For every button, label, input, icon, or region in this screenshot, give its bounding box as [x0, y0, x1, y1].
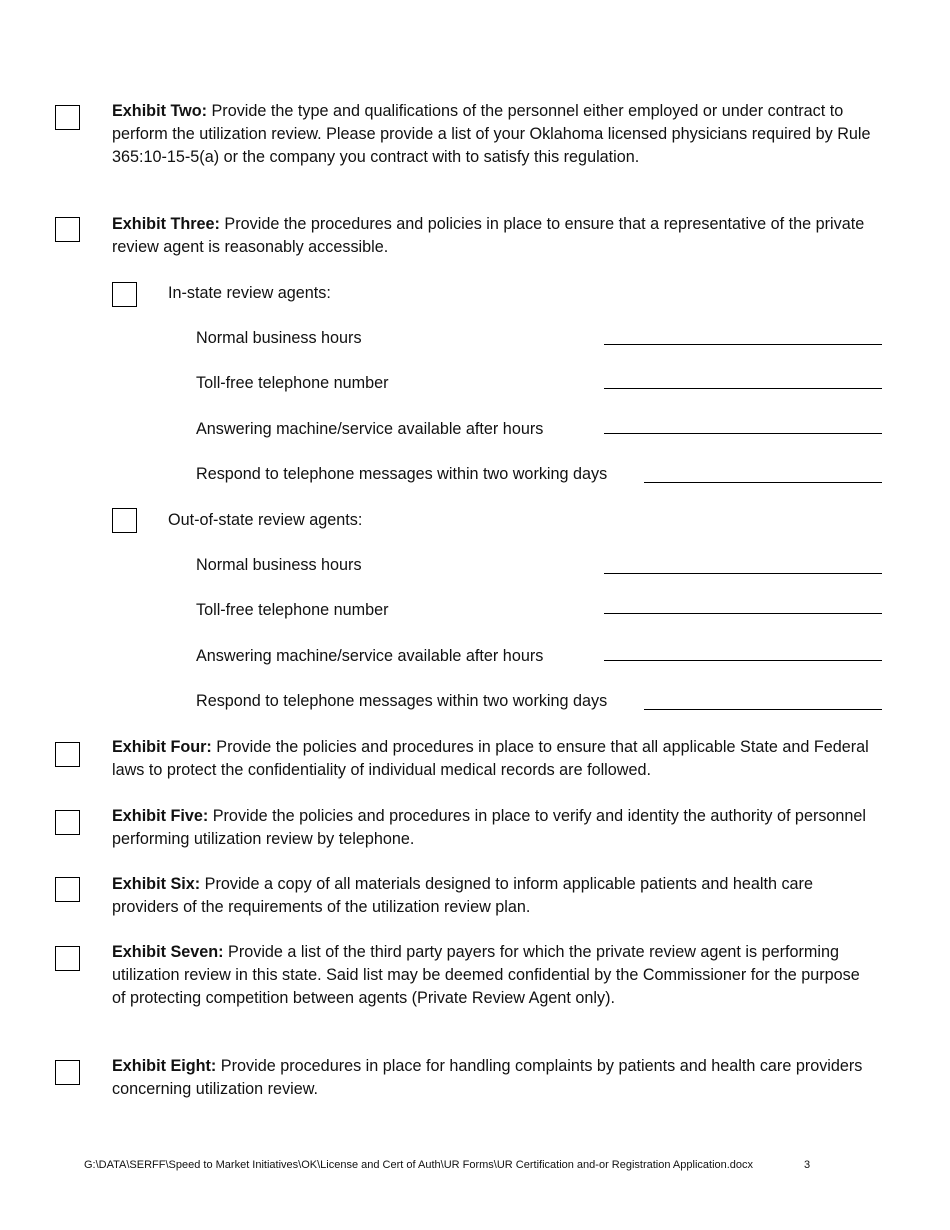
exhibit-seven-heading: Exhibit Seven:: [112, 943, 224, 961]
exhibit-three-paragraph: [112, 213, 872, 259]
out-of-state-label: Out-of-state review agents:: [168, 511, 363, 529]
footer-file-path: G:\DATA\SERFF\Speed to Market Initiatives\OK\License and Cert of Auth\UR Forms\UR Certification and-or Registration Application.docx: [84, 1159, 754, 1171]
exhibit-five-checkbox[interactable]: [55, 810, 80, 835]
out-of-state-answering-label: Answering machine/service available after hours: [196, 647, 544, 665]
exhibit-six-text: Provide a copy of all materials designed to inform applicable patients and health care providers of the requirements of the utilization review plan.: [112, 875, 813, 916]
exhibit-four-checkbox[interactable]: [55, 742, 80, 767]
in-state-answering-field[interactable]: [604, 433, 882, 434]
in-state-respond-field[interactable]: [644, 482, 882, 483]
exhibit-two-text: Provide the type and qualifications of the personnel either employed or under contract to perform the utilization review. Please provide a list of your Oklahoma licensed physicians required by Rule 365:10-15-5(a) or the company you contract with to satisfy this regulation.: [112, 102, 871, 166]
in-state-normal-hours-label: Normal business hours: [196, 329, 362, 347]
exhibit-four-heading: Exhibit Four:: [112, 738, 212, 756]
exhibit-seven-text: Provide a list of the third party payers for which the private review agent is performing utilization review in this state. Said list may be deemed confidential by the Commissioner for the purpose of protecting competition between agents (Private Review Agent only).: [112, 943, 860, 1007]
in-state-toll-free-label: Toll-free telephone number: [196, 374, 389, 392]
out-of-state-toll-free-label: Toll-free telephone number: [196, 601, 389, 619]
exhibit-five-paragraph: [112, 805, 872, 851]
exhibit-eight-checkbox[interactable]: [55, 1060, 80, 1085]
exhibit-four-paragraph: [112, 736, 872, 782]
exhibit-two-heading: Exhibit Two:: [112, 102, 208, 120]
exhibit-eight-text: Provide procedures in place for handling complaints by patients and health care providers concerning utilization review.: [112, 1057, 863, 1098]
exhibit-six-heading: Exhibit Six:: [112, 875, 201, 893]
in-state-answering-label: Answering machine/service available after hours: [196, 420, 544, 438]
exhibit-four-text: Provide the policies and procedures in place to ensure that all applicable State and Federal laws to protect the confidentiality of individual medical records are followed.: [112, 738, 869, 779]
out-of-state-checkbox[interactable]: [112, 508, 137, 533]
out-of-state-answering-field[interactable]: [604, 660, 882, 661]
exhibit-five-text: Provide the policies and procedures in place to verify and identity the authority of personnel performing utilization review by telephone.: [112, 807, 867, 848]
in-state-toll-free-field[interactable]: [604, 388, 882, 389]
exhibit-six-paragraph: [112, 873, 872, 919]
exhibit-three-text: Provide the procedures and policies in place to ensure that a representative of the private review agent is reasonably accessible.: [112, 215, 865, 256]
exhibit-two-paragraph: [112, 100, 872, 169]
out-of-state-toll-free-field[interactable]: [604, 613, 882, 614]
out-of-state-respond-field[interactable]: [644, 709, 882, 710]
exhibit-eight-paragraph: [112, 1055, 872, 1101]
in-state-label: In-state review agents:: [168, 284, 331, 302]
exhibit-seven-checkbox[interactable]: [55, 946, 80, 971]
exhibit-two-checkbox[interactable]: [55, 105, 80, 130]
out-of-state-normal-hours-label: Normal business hours: [196, 556, 362, 574]
exhibit-three-checkbox[interactable]: [55, 217, 80, 242]
exhibit-six-checkbox[interactable]: [55, 877, 80, 902]
exhibit-seven-paragraph: [112, 941, 872, 1010]
in-state-respond-label: Respond to telephone messages within two working days: [196, 465, 608, 483]
page-number: 3: [804, 1159, 811, 1171]
exhibit-three-heading: Exhibit Three:: [112, 215, 220, 233]
out-of-state-normal-hours-field[interactable]: [604, 573, 882, 574]
in-state-normal-hours-field[interactable]: [604, 344, 882, 345]
in-state-checkbox[interactable]: [112, 282, 137, 307]
exhibit-eight-heading: Exhibit Eight:: [112, 1057, 217, 1075]
exhibit-five-heading: Exhibit Five:: [112, 807, 209, 825]
out-of-state-respond-label: Respond to telephone messages within two working days: [196, 692, 608, 710]
